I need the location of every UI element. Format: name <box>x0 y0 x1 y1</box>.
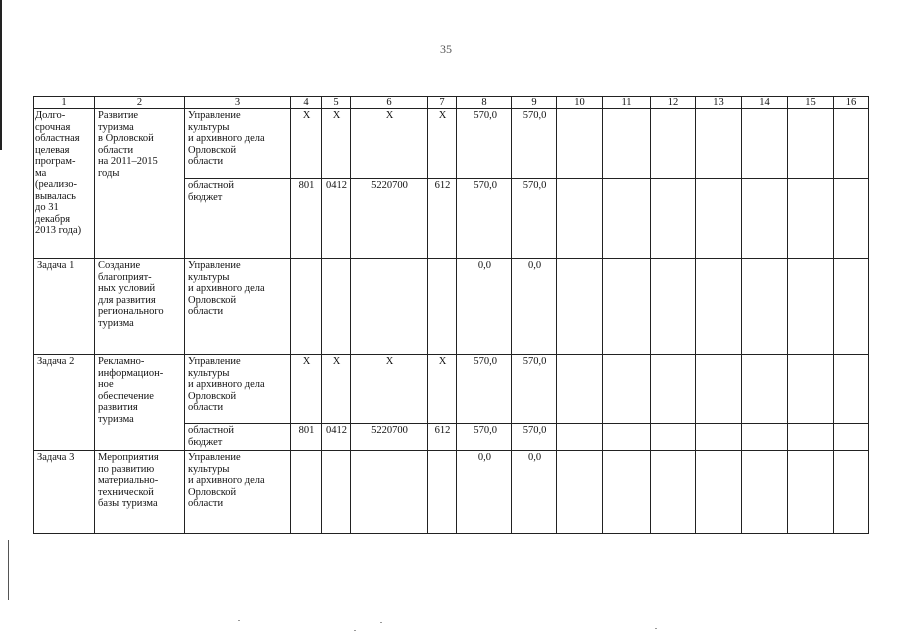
responsible-cell: Управление культуры и архивного дела Орловской области <box>185 109 291 179</box>
page-number: 35 <box>440 42 452 56</box>
rzpr-cell: Х <box>322 109 351 179</box>
amount-cell: 570,0 <box>457 355 512 424</box>
empty-cell <box>651 451 696 534</box>
empty-cell <box>696 451 742 534</box>
responsible-cell: областной бюджет <box>185 424 291 451</box>
rzpr-cell: 0412 <box>322 424 351 451</box>
empty-cell <box>742 109 788 179</box>
empty-cell <box>603 259 651 355</box>
empty-cell <box>603 424 651 451</box>
empty-cell <box>428 259 457 355</box>
empty-cell <box>788 424 834 451</box>
empty-cell <box>291 259 322 355</box>
program-name-cell: Развитие туризма в Орловской области на 2011–2015 годы <box>95 109 185 259</box>
vr-cell: Х <box>428 109 457 179</box>
grbs-cell: Х <box>291 355 322 424</box>
header-cell: 7 <box>428 97 457 109</box>
grbs-cell: Х <box>291 109 322 179</box>
responsible-cell: Управление культуры и архивного дела Орловской области <box>185 451 291 534</box>
task-label-cell: Задача 2 <box>34 355 95 451</box>
empty-cell <box>603 355 651 424</box>
header-cell: 10 <box>557 97 603 109</box>
empty-cell <box>834 179 869 259</box>
empty-cell <box>351 259 428 355</box>
empty-cell <box>651 179 696 259</box>
empty-cell <box>557 109 603 179</box>
rzpr-cell: 0412 <box>322 179 351 259</box>
empty-cell <box>557 259 603 355</box>
csr-cell: Х <box>351 109 428 179</box>
scan-speck <box>380 622 382 623</box>
empty-cell <box>696 355 742 424</box>
empty-cell <box>322 259 351 355</box>
vr-cell: 612 <box>428 424 457 451</box>
program-type-cell: Долго- срочная областная целевая програм- ма (реализо- вывалась до 31 декабря 2013 года) <box>34 109 95 259</box>
amount-cell: 0,0 <box>457 259 512 355</box>
amount-cell: 0,0 <box>512 451 557 534</box>
empty-cell <box>742 451 788 534</box>
empty-cell <box>696 179 742 259</box>
header-cell: 1 <box>34 97 95 109</box>
empty-cell <box>651 109 696 179</box>
scan-speck <box>354 630 356 631</box>
table-row <box>34 109 869 179</box>
empty-cell <box>651 355 696 424</box>
empty-cell <box>322 451 351 534</box>
header-cell: 16 <box>834 97 869 109</box>
empty-cell <box>603 109 651 179</box>
amount-cell: 570,0 <box>512 424 557 451</box>
header-cell: 5 <box>322 97 351 109</box>
empty-cell <box>788 355 834 424</box>
header-cell: 14 <box>742 97 788 109</box>
header-cell: 2 <box>95 97 185 109</box>
vr-cell: 612 <box>428 179 457 259</box>
amount-cell: 570,0 <box>457 109 512 179</box>
amount-cell: 570,0 <box>512 355 557 424</box>
table-row <box>34 355 869 424</box>
empty-cell <box>651 424 696 451</box>
amount-cell: 0,0 <box>512 259 557 355</box>
task-name-cell: Создание благоприят- ных условий для развития регионального туризма <box>95 259 185 355</box>
empty-cell <box>834 451 869 534</box>
responsible-cell: Управление культуры и архивного дела Орловской области <box>185 259 291 355</box>
responsible-cell: областной бюджет <box>185 179 291 259</box>
empty-cell <box>742 179 788 259</box>
scan-edge-mark <box>0 0 2 150</box>
budget-table <box>33 96 869 534</box>
empty-cell <box>834 109 869 179</box>
csr-cell: 5220700 <box>351 179 428 259</box>
amount-cell: 570,0 <box>512 109 557 179</box>
empty-cell <box>351 451 428 534</box>
empty-cell <box>557 424 603 451</box>
empty-cell <box>603 179 651 259</box>
header-cell: 4 <box>291 97 322 109</box>
empty-cell <box>651 259 696 355</box>
table-row <box>34 451 869 534</box>
rzpr-cell: Х <box>322 355 351 424</box>
amount-cell: 570,0 <box>457 179 512 259</box>
task-name-cell: Мероприятия по развитию материально- технической базы туризма <box>95 451 185 534</box>
scan-speck <box>655 628 657 629</box>
grbs-cell: 801 <box>291 424 322 451</box>
table-row <box>34 259 869 355</box>
empty-cell <box>788 179 834 259</box>
scan-edge-mark <box>8 540 9 600</box>
empty-cell <box>788 109 834 179</box>
header-cell: 11 <box>603 97 651 109</box>
vr-cell: Х <box>428 355 457 424</box>
header-cell: 3 <box>185 97 291 109</box>
task-label-cell: Задача 1 <box>34 259 95 355</box>
empty-cell <box>834 259 869 355</box>
empty-cell <box>696 259 742 355</box>
empty-cell <box>742 424 788 451</box>
empty-cell <box>834 424 869 451</box>
empty-cell <box>696 109 742 179</box>
empty-cell <box>603 451 651 534</box>
responsible-cell: Управление культуры и архивного дела Орловской области <box>185 355 291 424</box>
empty-cell <box>742 259 788 355</box>
header-cell: 8 <box>457 97 512 109</box>
empty-cell <box>557 355 603 424</box>
header-cell: 12 <box>651 97 696 109</box>
empty-cell <box>696 424 742 451</box>
empty-cell <box>788 451 834 534</box>
scan-speck <box>238 620 240 621</box>
empty-cell <box>834 355 869 424</box>
task-name-cell: Рекламно- информацион- ное обеспечение развития туризма <box>95 355 185 451</box>
csr-cell: 5220700 <box>351 424 428 451</box>
empty-cell <box>788 259 834 355</box>
empty-cell <box>291 451 322 534</box>
empty-cell <box>557 179 603 259</box>
amount-cell: 570,0 <box>512 179 557 259</box>
header-cell: 6 <box>351 97 428 109</box>
amount-cell: 0,0 <box>457 451 512 534</box>
header-cell: 15 <box>788 97 834 109</box>
task-label-cell: Задача 3 <box>34 451 95 534</box>
header-cell: 9 <box>512 97 557 109</box>
amount-cell: 570,0 <box>457 424 512 451</box>
csr-cell: Х <box>351 355 428 424</box>
empty-cell <box>557 451 603 534</box>
grbs-cell: 801 <box>291 179 322 259</box>
empty-cell <box>428 451 457 534</box>
header-cell: 13 <box>696 97 742 109</box>
empty-cell <box>742 355 788 424</box>
table-header-row <box>34 97 869 109</box>
